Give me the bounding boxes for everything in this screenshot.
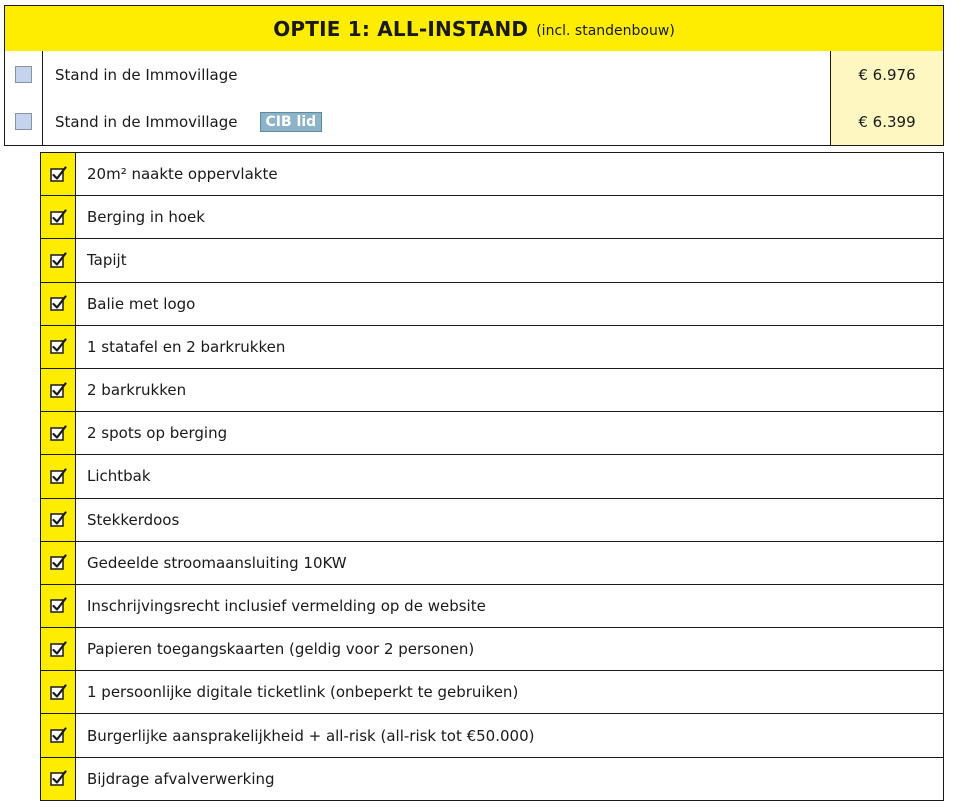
checkmark-icon	[50, 641, 67, 658]
option-checkbox[interactable]	[15, 113, 32, 130]
list-item-label: Tapijt	[76, 239, 943, 281]
list-item	[41, 239, 943, 282]
list-item-label: Papieren toegangskaarten (geldig voor 2 personen)	[76, 628, 943, 670]
option-label: Stand in de Immovillage	[55, 65, 238, 84]
check-cell	[41, 196, 76, 238]
list-item	[41, 412, 943, 455]
checkmark-icon	[50, 554, 67, 571]
list-item	[41, 758, 943, 801]
list-item	[41, 196, 943, 239]
check-cell	[41, 585, 76, 627]
check-cell	[41, 714, 76, 756]
list-item	[41, 283, 943, 326]
checkbox-cell	[5, 51, 43, 98]
check-cell	[41, 153, 76, 195]
list-item	[41, 628, 943, 671]
option-subtitle: (incl. standenbouw)	[536, 22, 675, 39]
option-checkbox[interactable]	[15, 66, 32, 83]
list-item-label: Inschrijvingsrecht inclusief vermelding op de website	[76, 585, 943, 627]
option-row	[4, 98, 944, 146]
checkmark-icon	[50, 425, 67, 442]
list-item	[41, 671, 943, 714]
checkmark-icon	[50, 727, 67, 744]
list-item-label: Balie met logo	[76, 283, 943, 325]
checkbox-cell	[5, 98, 43, 145]
list-item-label: 1 statafel en 2 barkrukken	[76, 326, 943, 368]
check-cell	[41, 671, 76, 713]
list-item-label: Burgerlijke aansprakelijkheid + all-risk (all-risk tot €50.000)	[76, 714, 943, 756]
check-cell	[41, 542, 76, 584]
checkmark-icon	[50, 166, 67, 183]
included-items-list	[40, 152, 944, 801]
option-price: € 6.399	[831, 98, 943, 145]
option-row	[4, 51, 944, 99]
list-item	[41, 714, 943, 757]
checkmark-icon	[50, 770, 67, 787]
checkmark-icon	[50, 209, 67, 226]
option-label-cell	[43, 98, 831, 145]
list-item-label: 20m² naakte oppervlakte	[76, 153, 943, 195]
list-item-label: 1 persoonlijke digitale ticketlink (onbeperkt te gebruiken)	[76, 671, 943, 713]
checkmark-icon	[50, 468, 67, 485]
checkmark-icon	[50, 597, 67, 614]
list-item-label: Lichtbak	[76, 455, 943, 497]
check-cell	[41, 499, 76, 541]
list-item-label: Berging in hoek	[76, 196, 943, 238]
list-item-label: 2 spots op berging	[76, 412, 943, 454]
list-item	[41, 369, 943, 412]
check-cell	[41, 326, 76, 368]
checkmark-icon	[50, 338, 67, 355]
checkmark-icon	[50, 511, 67, 528]
checkmark-icon	[50, 295, 67, 312]
option-price: € 6.976	[831, 51, 943, 98]
list-item-label: Bijdrage afvalverwerking	[76, 758, 943, 800]
list-item	[41, 455, 943, 498]
check-cell	[41, 239, 76, 281]
option-label: Stand in de Immovillage	[55, 112, 238, 131]
list-item-label: Stekkerdoos	[76, 499, 943, 541]
list-item	[41, 585, 943, 628]
check-cell	[41, 628, 76, 670]
checkmark-icon	[50, 382, 67, 399]
option-header	[4, 5, 944, 52]
list-item-label: 2 barkrukken	[76, 369, 943, 411]
list-item	[41, 153, 943, 196]
check-cell	[41, 758, 76, 800]
check-cell	[41, 455, 76, 497]
member-badge: CIB lid	[260, 112, 323, 132]
list-item	[41, 542, 943, 585]
check-cell	[41, 412, 76, 454]
option-label-cell	[43, 51, 831, 98]
checkmark-icon	[50, 684, 67, 701]
option-title: OPTIE 1: ALL-INSTAND	[273, 16, 529, 41]
list-item	[41, 499, 943, 542]
list-item	[41, 326, 943, 369]
check-cell	[41, 369, 76, 411]
check-cell	[41, 283, 76, 325]
checkmark-icon	[50, 252, 67, 269]
list-item-label: Gedeelde stroomaansluiting 10KW	[76, 542, 943, 584]
